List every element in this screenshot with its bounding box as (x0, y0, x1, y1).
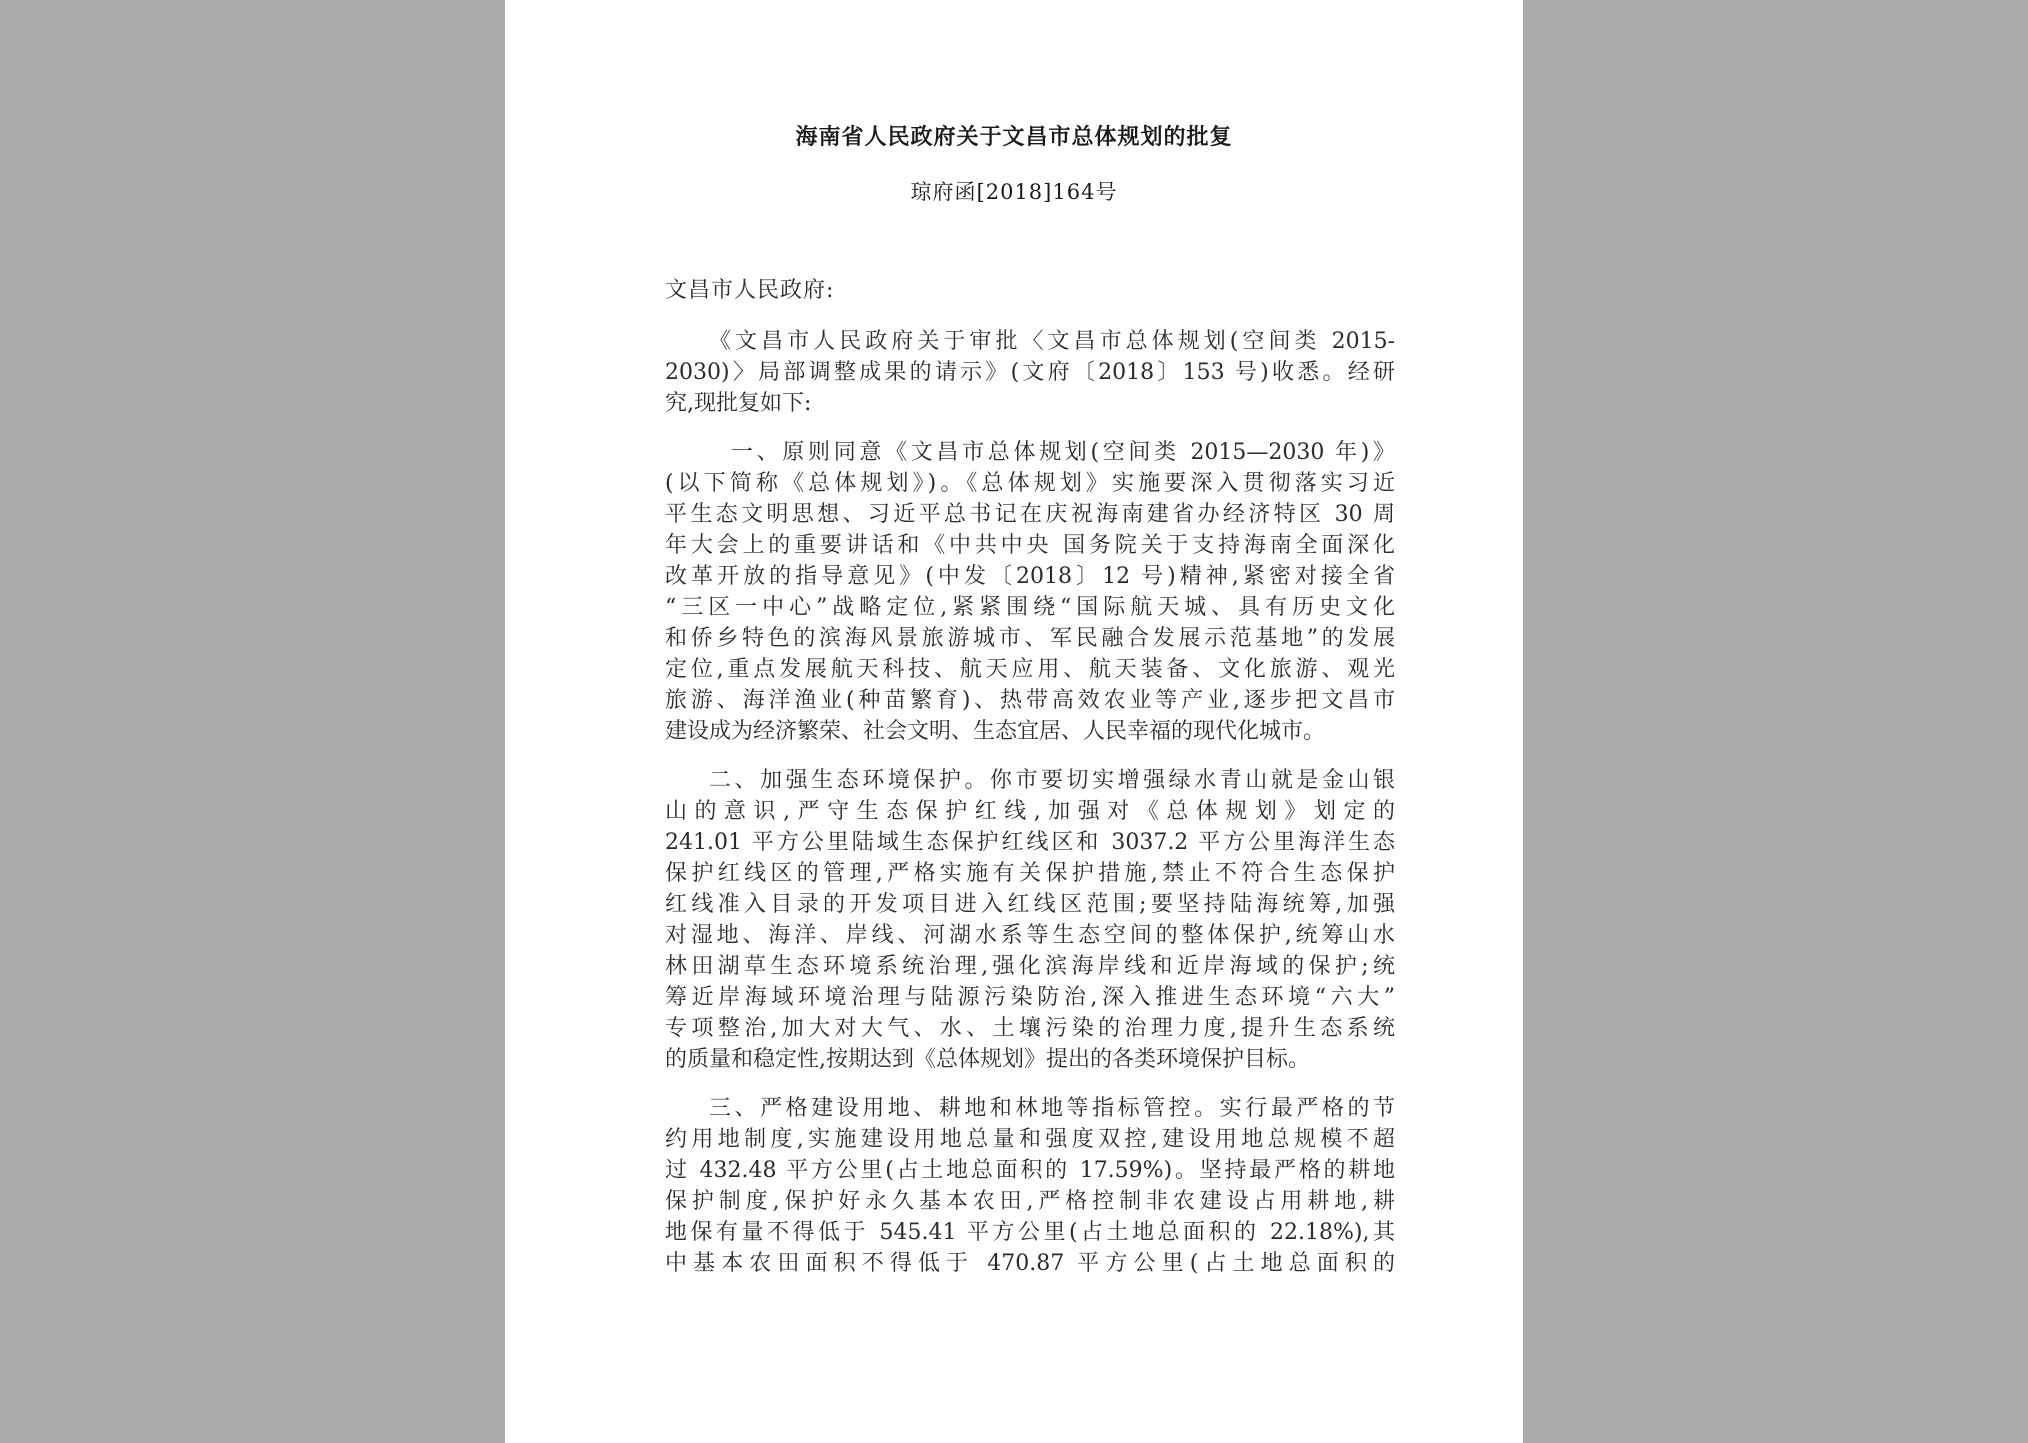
paragraph-line: 过 432.48 平方公里(占土地总面积的 17.59%)。坚持最严格的耕地 (665, 1158, 1395, 1183)
paragraph-line: 2030)〉局部调整成果的请示》(文府〔2018〕153 号)收悉。经研 (665, 360, 1395, 385)
paragraph-line: 专项整治,加大对大气、水、土壤污染的治理力度,提升生态系统 (665, 1016, 1395, 1041)
paragraph-line: 和侨乡特色的滨海风景旅游城市、军民融合发展示范基地”的发展 (665, 626, 1395, 651)
paragraph-line: 定位,重点发展航天科技、航天应用、航天装备、文化旅游、观光 (665, 657, 1395, 682)
salutation: 文昌市人民政府: (665, 278, 835, 303)
paragraph-line: 改革开放的指导意见》(中发〔2018〕12 号)精神,紧密对接全省 (665, 564, 1395, 589)
paragraph-line: 地保有量不得低于 545.41 平方公里(占土地总面积的 22.18%),其 (665, 1220, 1395, 1245)
paragraph-line: 三、严格建设用地、耕地和林地等指标管控。实行最严格的节 (709, 1096, 1395, 1121)
paragraph-section-1 (665, 437, 1395, 747)
paragraph-line: 林田湖草生态环境系统治理,强化滨海岸线和近岸海域的保护;统 (665, 954, 1395, 979)
paragraph-line: 旅游、海洋渔业(种苗繁育)、热带高效农业等产业,逐步把文昌市 (665, 688, 1395, 713)
paragraph-line: 红线准入目录的开发项目进入红线区范围;要坚持陆海统筹,加强 (665, 892, 1395, 917)
paragraph-line: 二、加强生态环境保护。你市要切实增强绿水青山就是金山银 (709, 768, 1395, 793)
paragraph-line: 筹近岸海域环境治理与陆源污染防治,深入推进生态环境“六大” (665, 985, 1395, 1010)
document-body (665, 275, 1395, 1297)
paragraph-line: 保护红线区的管理,严格实施有关保护措施,禁止不符合生态保护 (665, 861, 1395, 886)
document-page (505, 0, 1523, 1443)
paragraph-line: 平生态文明思想、习近平总书记在庆祝海南建省办经济特区 30 周 (665, 502, 1395, 527)
paragraph-line: 山的意识,严守生态保护红线,加强对《总体规划》划定的 (665, 799, 1395, 824)
paragraph-line: 241.01 平方公里陆域生态保护红线区和 3037.2 平方公里海洋生态 (665, 830, 1395, 855)
document-number: 琼府函[2018]164号 (910, 180, 1118, 204)
paragraph-line: 的质量和稳定性,按期达到《总体规划》提出的各类环境保护目标。 (665, 1047, 1310, 1072)
paragraph-line: 中基本农田面积不得低于 470.87 平方公里(占土地总面积的 (665, 1251, 1395, 1276)
paragraph-line: 约用地制度,实施建设用地总量和强度双控,建设用地总规模不超 (665, 1127, 1395, 1152)
paragraph-line: 对湿地、海洋、岸线、河湖水系等生态空间的整体保护,统筹山水 (665, 923, 1395, 948)
paragraph-intro (665, 326, 1395, 419)
paragraph-section-2 (665, 765, 1395, 1075)
paragraph-line: 一、原则同意《文昌市总体规划(空间类 2015—2030 年)》 (731, 440, 1395, 465)
paragraph-section-3 (665, 1093, 1395, 1279)
document-title: 海南省人民政府关于文昌市总体规划的批复 (795, 124, 1233, 150)
paragraph-line: “三区一中心”战略定位,紧紧围绕“国际航天城、具有历史文化 (665, 595, 1395, 620)
paragraph-line: (以下简称《总体规划》)。《总体规划》实施要深入贯彻落实习近 (665, 471, 1395, 496)
paragraph-line: 建设成为经济繁荣、社会文明、生态宜居、人民幸福的现代化城市。 (665, 719, 1326, 744)
paragraph-line: 究,现批复如下: (665, 391, 812, 416)
paragraph-line: 保护制度,保护好永久基本农田,严格控制非农建设占用耕地,耕 (665, 1189, 1395, 1214)
paragraph-line: 年大会上的重要讲话和《中共中央 国务院关于支持海南全面深化 (665, 533, 1395, 558)
paragraph-line: 《文昌市人民政府关于审批〈文昌市总体规划(空间类 2015- (709, 329, 1395, 354)
